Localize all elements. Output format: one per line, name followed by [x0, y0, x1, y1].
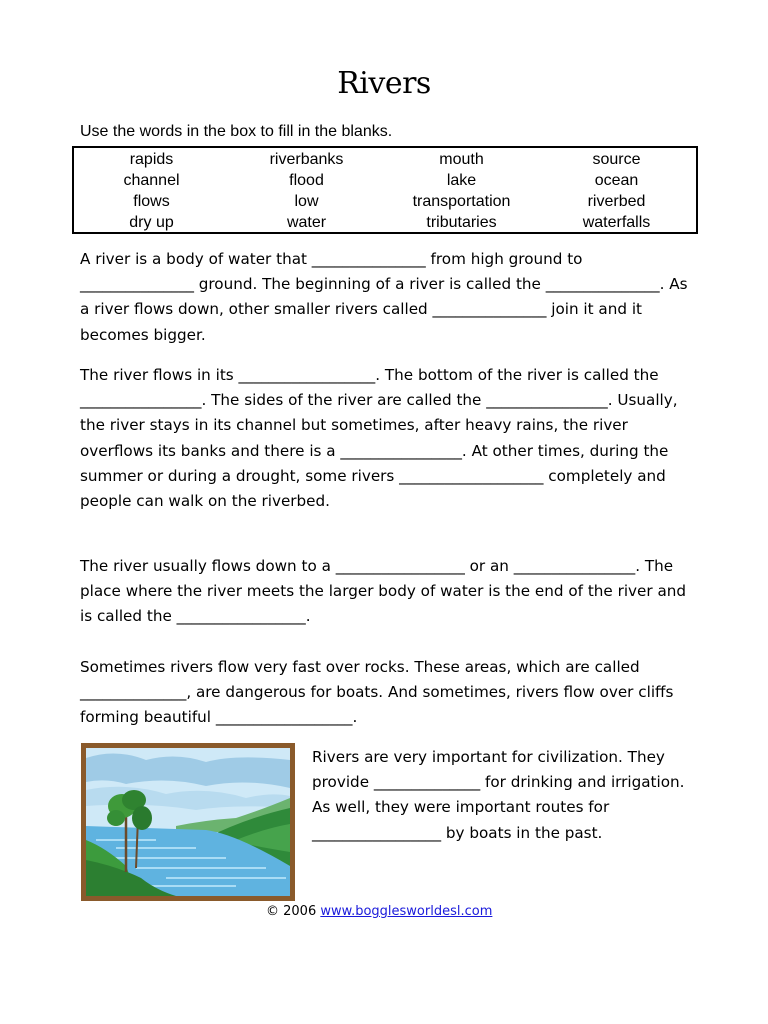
word-item: mouth: [439, 151, 484, 168]
word-item: tributaries: [426, 214, 497, 231]
website-link[interactable]: www.bogglesworldesl.com: [320, 904, 493, 919]
word-item: flood: [289, 172, 324, 189]
word-item: transportation: [412, 193, 511, 210]
instructions: Use the words in the box to fill in the blanks.: [80, 123, 393, 140]
footer: [266, 904, 492, 919]
word-item: source: [592, 151, 641, 168]
word-item: low: [294, 193, 319, 210]
word-item: channel: [123, 172, 180, 189]
page-title: Rivers: [337, 66, 431, 101]
word-item: rapids: [129, 151, 174, 168]
word-grid: [74, 148, 696, 233]
river-landscape-image: [86, 748, 290, 896]
word-item: waterfalls: [582, 214, 651, 231]
word-item: water: [286, 214, 327, 231]
word-item: dry up: [129, 214, 174, 231]
paragraph-importance: Rivers are very important for civilization. They provide ______________ for drinking and irrigation. As well, they were important routes for _________________ by boats in the past.: [312, 748, 685, 842]
paragraph-channel: The river flows in its __________________. The bottom of the river is called the ________________. The sides of the river are called the ________________. Usually, the river stays in its channel but sometimes, after heavy rains, the river overflows its banks and there is a ________________. At other times, during the summer or during a drought, some rivers ___________________ completely and people can walk on the riverbed.: [80, 366, 678, 511]
word-box: [72, 146, 698, 234]
word-item: flows: [133, 193, 170, 210]
paragraph-rapids: Sometimes rivers flow very fast over rocks. These areas, which are called ______________, are dangerous for boats. And sometimes, rivers flow over cliffs forming beautiful __________________.: [80, 658, 674, 727]
word-item: riverbanks: [269, 151, 344, 168]
word-item: ocean: [594, 172, 639, 189]
word-item: lake: [446, 172, 477, 189]
paragraph-intro: A river is a body of water that _______________ from high ground to _______________ ground. The beginning of a river is called the _______________. As a river flows down, other smaller rivers called _______________ join it and it becomes bigger.: [80, 250, 688, 344]
copyright-text: © 2006: [266, 904, 321, 919]
river-illustration: [81, 743, 295, 901]
word-item: riverbed: [587, 193, 646, 210]
paragraph-mouth: The river usually flows down to a _________________ or an ________________. The place where the river meets the larger body of water is the end of the river and is called the _________________.: [80, 557, 687, 626]
